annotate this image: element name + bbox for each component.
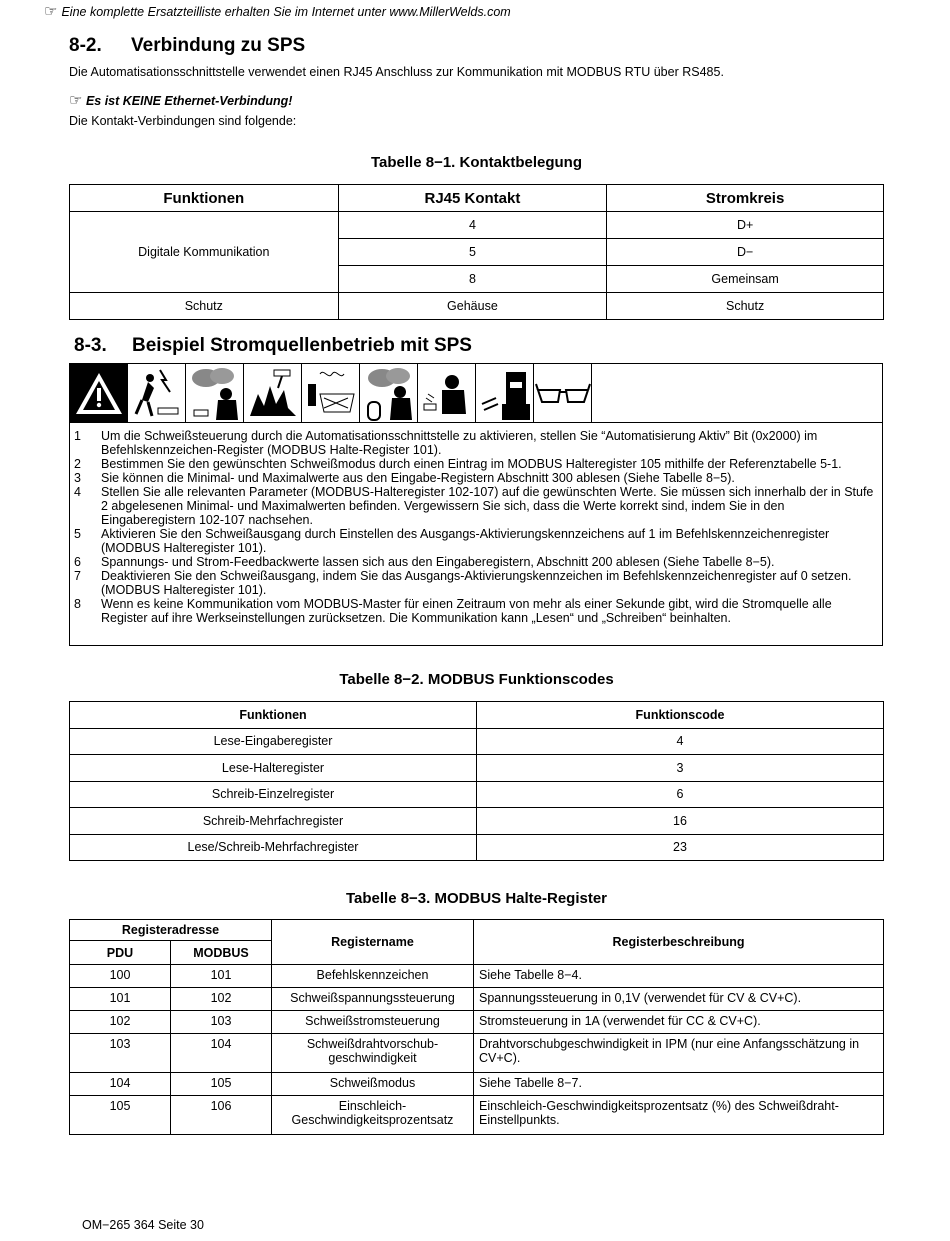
safety-glasses-icon <box>534 364 592 422</box>
arc-welding-helmet-icon <box>476 364 534 422</box>
list-item: 2 Bestimmen Sie den gewünschten Schweißmodus durch einen Eintrag im MODBUS Halteregister 105 mithilfe der Referenztabelle 5-1. <box>74 457 842 471</box>
table-cell: Siehe Tabelle 8−4. <box>474 965 884 988</box>
table3-caption: Tabelle 8−3. MODBUS Halte-Register <box>345 890 608 907</box>
table-row <box>70 1011 884 1034</box>
cylinder-fumes-icon <box>360 364 418 422</box>
section-82-heading <box>69 35 305 57</box>
table-cell: Einschleich- Geschwindigkeitsprozentsatz <box>272 1096 474 1135</box>
table-header-row <box>70 920 884 941</box>
table-header: Registername <box>272 920 474 965</box>
table-header-row <box>70 702 884 729</box>
table-cell: 101 <box>171 965 272 988</box>
fumes-gases-icon <box>186 364 244 422</box>
table-cell: 105 <box>171 1073 272 1096</box>
arc-rays-fire-icon <box>244 364 302 422</box>
group-cell: Digitale Kommunikation <box>70 212 339 293</box>
section-82-intro: Die Automatisationsschnittstelle verwendet einen RJ45 Anschluss zur Kommunikation mit MODBUS RTU über RS485. <box>69 65 724 79</box>
section-number: 8-2. <box>69 35 102 56</box>
steps-list <box>70 423 882 625</box>
table-cell: Schweißmodus <box>272 1073 474 1096</box>
table-row <box>70 1096 884 1135</box>
table-cell: Lese-Halteregister <box>70 755 477 782</box>
section-number: 8-3. <box>74 335 107 356</box>
table-header-row <box>70 185 884 212</box>
table-cell: Siehe Tabelle 8−7. <box>474 1073 884 1096</box>
table-cell: Schutz <box>70 293 339 320</box>
table-header: MODBUS <box>171 941 272 965</box>
table-cell: Lese/Schreib-Mehrfachregister <box>70 834 477 861</box>
table-cell: Einschleich-Geschwindigkeitsprozentsatz (%) des Schweißdraht-Einstellpunkts. <box>474 1096 884 1135</box>
table-cell: 23 <box>477 834 884 861</box>
table-cell: Schweißstromsteuerung <box>272 1011 474 1034</box>
table-row <box>70 965 884 988</box>
table-header: Registerbeschreibung <box>474 920 884 965</box>
table2-caption: Tabelle 8−2. MODBUS Funktionscodes <box>339 671 614 688</box>
list-item: 8 Wenn es keine Kommunikation vom MODBUS-Master für einen Zeitraum von mehr als einer Sekunde gibt, wird die Stromquelle alle Register auf ihre Werkseinstellungen zurücksetzen. Die Kommunikation kann „Lesen“ und „Schreiben“ beinhalten. <box>74 597 832 625</box>
table-header: Stromkreis <box>607 185 884 212</box>
table-cell: 105 <box>70 1096 171 1135</box>
table-cell: 103 <box>70 1034 171 1073</box>
table-row <box>70 728 884 755</box>
contact-table <box>69 184 884 320</box>
hot-parts-icon <box>302 364 360 422</box>
table-cell: Schutz <box>607 293 884 320</box>
pointing-hand-icon: ☞ <box>44 3 58 20</box>
table-cell: Gehäuse <box>338 293 607 320</box>
ethernet-note: ☞ Es ist KEINE Ethernet-Verbindung! <box>69 92 293 109</box>
list-item: 4 Stellen Sie alle relevanten Parameter (MODBUS-Halteregister 102-107) auf die gewünschten Werte. Sie müssen sich innerhalb der in Stufe 2 abgelesenen Minimal- und Maximalwerten befinden. Vergewissern Sie sich, dass die Werte korrekt sind, indem Sie in den Eingaberegistern 102-107 nachsehen. <box>74 485 874 527</box>
table-cell: 4 <box>477 728 884 755</box>
list-item: 1 Um die Schweißsteuerung durch die Automatisationsschnittstelle zu aktivieren, stellen Sie “Automatisierung Aktiv” Bit (0x2000) im Befehlskennzeichen-Register (MODBUS Halte-Register 101). <box>74 429 818 457</box>
table-cell: 103 <box>171 1011 272 1034</box>
contact-lead: Die Kontakt-Verbindungen sind folgende: <box>69 114 297 128</box>
top-note: ☞ Eine komplette Ersatzteilliste erhalten Sie im Internet unter www.MillerWelds.com <box>44 3 511 20</box>
table-cell: Schweißdrahtvorschub- geschwindigkeit <box>272 1034 474 1073</box>
safety-icons-row <box>70 364 882 423</box>
list-item: 7 Deaktivieren Sie den Schweißausgang, indem Sie das Ausgangs-Aktivierungskennzeichen im Befehlskennzeichenregister auf 0 setzen. (MODBUS Halteregister 101). <box>74 569 852 597</box>
table-header: Funktionen <box>70 185 339 212</box>
page-footer: OM−265 364 Seite 30 <box>82 1218 204 1232</box>
table-cell: 16 <box>477 808 884 835</box>
electric-shock-icon <box>128 364 186 422</box>
table-cell: Spannungssteuerung in 0,1V (verwendet für CV & CV+C). <box>474 988 884 1011</box>
table1-caption: Tabelle 8−1. Kontaktbelegung <box>370 154 583 171</box>
flying-metal-icon <box>418 364 476 422</box>
table-header: Funktionen <box>70 702 477 729</box>
table-row <box>70 1073 884 1096</box>
table-cell: Gemeinsam <box>607 266 884 293</box>
table-cell: 101 <box>70 988 171 1011</box>
safety-steps-box <box>69 363 883 646</box>
table-cell: 4 <box>338 212 607 239</box>
table-cell: 8 <box>338 266 607 293</box>
table-cell: 102 <box>70 1011 171 1034</box>
holding-registers-table <box>69 919 884 1135</box>
table-row <box>70 755 884 782</box>
table-cell: Schreib-Einzelregister <box>70 781 477 808</box>
list-item: 3 Sie können die Minimal- und Maximalwerte aus den Eingabe-Registern Abschnitt 300 ablesen (Siehe Tabelle 8−5). <box>74 471 735 485</box>
table-cell: 100 <box>70 965 171 988</box>
section-title: Beispiel Stromquellenbetrieb mit SPS <box>132 335 472 356</box>
table-cell: Schweißspannungssteuerung <box>272 988 474 1011</box>
table-cell: 3 <box>477 755 884 782</box>
table-row <box>70 808 884 835</box>
pointing-hand-icon: ☞ <box>69 92 83 109</box>
table-cell: 102 <box>171 988 272 1011</box>
table-row <box>70 1034 884 1073</box>
table-cell: 5 <box>338 239 607 266</box>
table-cell: 6 <box>477 781 884 808</box>
table-cell: Schreib-Mehrfachregister <box>70 808 477 835</box>
table-cell: 106 <box>171 1096 272 1135</box>
table-row <box>70 988 884 1011</box>
table-row <box>70 834 884 861</box>
table-header: Funktionscode <box>477 702 884 729</box>
table-cell: 104 <box>171 1034 272 1073</box>
table-row <box>70 293 884 320</box>
table-cell: Stromsteuerung in 1A (verwendet für CC & CV+C). <box>474 1011 884 1034</box>
list-item: 5 Aktivieren Sie den Schweißausgang durch Einstellen des Ausgangs-Aktivierungskennzeichens auf 1 im Befehlskennzeichenregister (MODBUS Halteregister 101). <box>74 527 830 555</box>
warning-icon <box>70 364 128 422</box>
table-header-group: Registeradresse <box>70 920 272 941</box>
table-cell: Befehlskennzeichen <box>272 965 474 988</box>
table-cell: D− <box>607 239 884 266</box>
function-codes-table <box>69 701 884 861</box>
table-row <box>70 212 884 239</box>
section-title: Verbindung zu SPS <box>131 35 306 56</box>
list-item: 6 Spannungs- und Strom-Feedbackwerte lassen sich aus den Eingaberegistern, Abschnitt 200 ablesen (Siehe Tabelle 8−5). <box>74 555 775 569</box>
table-cell: Drahtvorschubgeschwindigkeit in IPM (nur eine Anfangsschätzung in CV+C). <box>474 1034 884 1073</box>
table-header: PDU <box>70 941 171 965</box>
table-cell: 104 <box>70 1073 171 1096</box>
section-83-heading <box>74 335 472 357</box>
table-cell: D+ <box>607 212 884 239</box>
table-header: RJ45 Kontakt <box>338 185 607 212</box>
table-cell: Lese-Eingaberegister <box>70 728 477 755</box>
table-row <box>70 781 884 808</box>
